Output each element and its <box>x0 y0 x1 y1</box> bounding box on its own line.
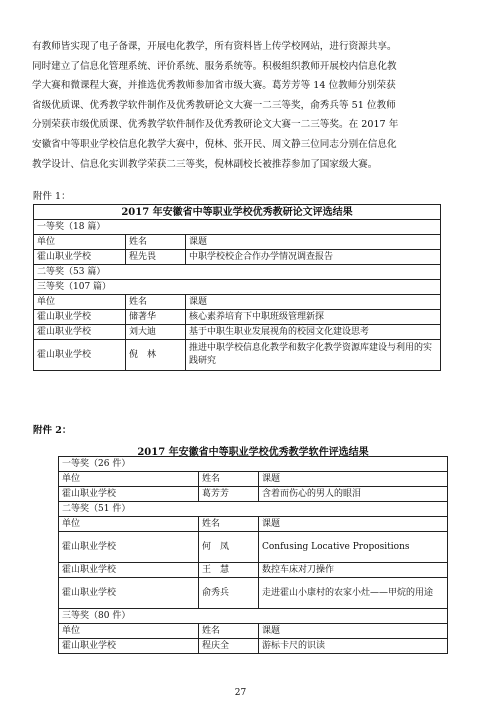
header-unit: 单位 <box>59 517 199 532</box>
header-row <box>34 235 441 250</box>
header-topic: 课题 <box>259 517 448 532</box>
cell-name: 储著华 <box>126 310 186 325</box>
header-row <box>59 472 448 487</box>
header-row <box>59 624 448 639</box>
table-row <box>34 340 441 371</box>
table1-title: 2017 年安徽省中等职业学校优秀教研论文评选结果 <box>34 205 441 220</box>
header-name: 姓名 <box>199 624 259 639</box>
table-row <box>59 578 448 609</box>
cell-unit: 霍山职业学校 <box>34 310 126 325</box>
header-topic: 课题 <box>186 295 441 310</box>
table-row <box>59 532 448 563</box>
cell-topic: 推进中职学校信息化教学和数字化教学资源库建设与利用的实践研究 <box>186 340 441 371</box>
table-row <box>34 325 441 340</box>
table-row <box>59 639 448 654</box>
prize-third-row: 三等奖（80 件） <box>59 609 448 624</box>
cell-unit: 霍山职业学校 <box>59 563 199 578</box>
cell-topic: 中职学校校企合作办学情况调查报告 <box>186 250 441 265</box>
attachment2-label: 附件 2： <box>33 425 72 436</box>
paragraph-line: 分别荣获市级优质课、优秀教学软件制作及优秀教研论文大赛一二三等奖。在 2017 年 <box>32 119 399 131</box>
cell-unit: 霍山职业学校 <box>59 639 199 654</box>
cell-name: 倪 林 <box>126 340 186 371</box>
cell-topic: 含着而伤心的男人的眼泪 <box>259 487 448 502</box>
cell-topic: 走进霍山小康村的农家小灶——甲烷的用途 <box>259 578 448 609</box>
cell-unit: 霍山职业学校 <box>34 250 126 265</box>
header-row <box>34 295 441 310</box>
cell-name: 程先畏 <box>126 250 186 265</box>
paragraph-line: 教学设计、信息化实训教学荣获二三等奖，倪林副校长被推荐参加了国家级大赛。 <box>32 158 378 170</box>
cell-unit: 霍山职业学校 <box>59 532 199 563</box>
table-row <box>59 563 448 578</box>
header-name: 姓名 <box>126 295 186 310</box>
cell-unit: 霍山职业学校 <box>59 487 199 502</box>
prize-third-row: 三等奖（107 篇） <box>34 280 441 295</box>
attachment1-label: 附件 1： <box>33 191 71 202</box>
header-row <box>59 517 448 532</box>
header-topic: 课题 <box>259 624 448 639</box>
header-name: 姓名 <box>199 517 259 532</box>
prize-first-row: 一等奖（18 篇） <box>34 220 441 235</box>
cell-name: 何 凤 <box>199 532 259 563</box>
header-unit: 单位 <box>59 624 199 639</box>
header-unit: 单位 <box>34 295 126 310</box>
cell-topic: 基于中职生职业发展视角的校园文化建设思考 <box>186 325 441 340</box>
cell-topic: 游标卡尺的识读 <box>259 639 448 654</box>
cell-name: 程庆全 <box>199 639 259 654</box>
cell-unit: 霍山职业学校 <box>34 325 126 340</box>
paragraph-line: 有教师皆实现了电子备课，开展电化教学，所有资料皆上传学校网站，进行资源共享。 <box>32 41 397 52</box>
header-name: 姓名 <box>199 472 259 487</box>
cell-unit: 霍山职业学校 <box>34 340 126 371</box>
header-name: 姓名 <box>126 235 186 250</box>
body-paragraph <box>32 37 450 174</box>
cell-topic: Confusing Locative Propositions <box>259 532 448 563</box>
cell-topic: 数控车床对刀操作 <box>259 563 448 578</box>
cell-name: 俞秀兵 <box>199 578 259 609</box>
table2-title: 2017 年安徽省中等职业学校优秀教学软件评选结果 <box>137 447 369 458</box>
cell-name: 刘大迪 <box>126 325 186 340</box>
cell-name: 王 慧 <box>199 563 259 578</box>
paragraph-line: 安徽省中等职业学校信息化教学大赛中，倪林、张开民、周文静三位同志分别在信息化 <box>32 138 397 150</box>
prize-second-row: 二等奖（53 篇） <box>34 265 441 280</box>
cell-topic: 核心素养培育下中职班级管理新探 <box>186 310 441 325</box>
table-row <box>34 310 441 325</box>
prize-first-row: 一等奖（26 件） <box>59 457 448 472</box>
prize-second-row: 二等奖（51 件） <box>59 502 448 517</box>
table-row <box>34 250 441 265</box>
page-number: 27 <box>234 688 247 698</box>
header-unit: 单位 <box>34 235 126 250</box>
papers-results-table <box>33 204 441 371</box>
software-results-table <box>58 456 448 654</box>
table-row <box>59 487 448 502</box>
paragraph-line: 同时建立了信息化管理系统、评价系统、服务系统等。积极组织教师开展校内信息化教 <box>32 60 397 72</box>
cell-unit: 霍山职业学校 <box>59 578 199 609</box>
paragraph-line: 省级优质课、优秀教学软件制作及优秀教研论文大赛一二三等奖，俞秀兵等 51 位教师 <box>32 99 396 111</box>
header-topic: 课题 <box>259 472 448 487</box>
paragraph-line: 学大赛和微课程大赛，并推选优秀教师参加省市级大赛。葛芳芳等 14 位教师分别荣获 <box>32 80 396 92</box>
header-topic: 课题 <box>186 235 441 250</box>
header-unit: 单位 <box>59 472 199 487</box>
cell-name: 葛芳芳 <box>199 487 259 502</box>
